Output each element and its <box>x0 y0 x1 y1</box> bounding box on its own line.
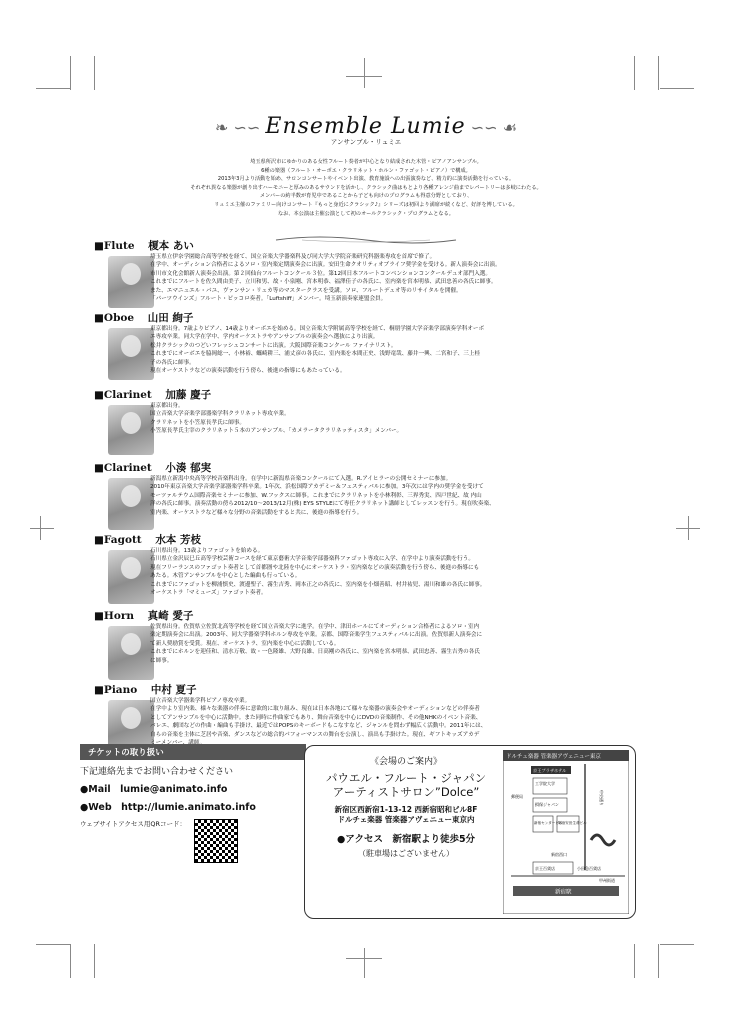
map-header: ドルチェ楽器 管楽器アヴェニュー東京 <box>506 754 601 760</box>
member-heading <box>94 240 644 253</box>
venue-access: ●アクセス 新宿駅より徒歩5分 <box>336 834 476 845</box>
bio-line: これまでにフルートを佐久間由美子、立川和男、故・小泉剛、宮本明恭、福澤佳子の各氏に、室内楽を宮本明恭、武田忠善の各氏に師事。 <box>150 279 497 286</box>
instrument-label: ■Horn <box>94 610 135 622</box>
member-heading <box>94 312 644 325</box>
intro-line: 埼玉県所沢市にゆかりのある女性フルート奏者が中心となり結成された木管・ピアノアンサンブル。 <box>250 159 482 165</box>
bio-line: バレエ、劇団などの作曲・編曲も手掛け、最近ではPOPSのキーボードもこなすなど、ジャンルを問わず幅広く活動中。2011年には、 <box>150 723 487 730</box>
instrument-label: ■Fagott <box>94 534 142 546</box>
crop-mark <box>676 528 700 529</box>
crop-mark <box>364 58 365 88</box>
bio-line: 現在オーケストラなどの演奏活動を行う傍ら、後進の指導にもあたっている。 <box>150 368 346 375</box>
crop-mark <box>658 56 659 90</box>
member-photo <box>108 626 154 680</box>
bio-line: 洋の各氏に師事。演奏活動の傍ら2012/10〜2013/12月(株) EYS STYLEにて専任クラリネット講師としてレッスンを行う。現在吹奏楽、 <box>150 501 495 508</box>
crop-mark <box>94 944 95 978</box>
map-label: 新宿センタービル <box>534 821 563 825</box>
member-bio <box>150 325 642 375</box>
crop-mark <box>36 944 70 945</box>
crop-mark <box>346 76 382 77</box>
member-flute <box>94 240 644 312</box>
bio-line: としてアンサンブルを中心に活動中。また同時に作曲家でもあり、舞台音楽を中心にDVDの音楽制作、その他NHKのイベント音楽、 <box>150 714 482 721</box>
member-name: 山田 絢子 <box>147 312 194 324</box>
member-fagott <box>94 534 644 610</box>
map-label: 明治安田生命ビル <box>558 821 587 825</box>
access-map <box>503 750 629 914</box>
intro-line: メンバーの約半数が育児中であることから子ども向けのプログラムも得意分野としており、 <box>259 193 473 200</box>
bio-line: 楽定期演奏会に出演。2003年、同大学器楽学科ホルン専攻を卒業。京都、国際音楽学生フェスティバルに出演。佐賀県新人演奏会に <box>150 632 483 639</box>
bio-line: 在学中、オーディション合格者によるソロ・室内楽定期演奏会に出演。安田生命クオリティオブライフ奨学金を受ける。新人演奏会に出演。 <box>150 262 501 269</box>
map-label: 中央通り <box>599 790 604 806</box>
ticket-info <box>80 744 306 863</box>
member-bio <box>150 697 642 747</box>
bio-line: 石川県出身。13歳よりファゴットを始める。 <box>150 548 264 554</box>
venue-title: 《会場のご案内》 <box>369 757 442 767</box>
bio-line: これまでにファゴットを柳浦慎史、渡邊聖子、霧生吉秀、岡本正之の各氏に、室内楽を小畑善昭、村井祐児、湯川和雄の各氏に師事。 <box>150 581 486 588</box>
intro-line: なお、本公演は主催公演として初のオールクラシック・プログラムとなる。 <box>277 210 454 217</box>
bio-line: 子の各氏に師事。 <box>150 359 195 366</box>
member-name: 真崎 愛子 <box>147 610 194 622</box>
crop-mark <box>634 56 635 90</box>
member-bio <box>150 475 642 517</box>
member-photo <box>108 328 154 380</box>
flourish-right-icon: ∽∽ ☙ <box>470 118 517 137</box>
map-label: 損保ジャパン <box>535 802 559 807</box>
ticket-mail[interactable]: ●Mail lumie@animato.info <box>80 784 228 795</box>
member-name: 榎本 あい <box>148 240 194 252</box>
bio-line: 埼玉県立伊奈学園総合高等学校を経て、国立音楽大学器楽科及び同大学大学院音楽研究科器楽専攻を首席で修了。 <box>150 254 436 260</box>
crop-mark <box>346 958 382 959</box>
bio-line: 新潟県立新潟中央高等学校音楽科出身。在学中に新潟県音楽コンクールにて入選。R.アイヒラーの公開セミナーに参加。 <box>150 476 452 482</box>
map-label: 郵便局 <box>511 794 523 799</box>
crop-mark <box>70 944 71 978</box>
member-name: 中村 夏子 <box>150 684 197 696</box>
ticket-contact: 下記連絡先までお問い合わせください <box>80 767 234 777</box>
member-photo <box>108 550 154 604</box>
logo-title: Ensemble Lumie <box>265 114 466 139</box>
crop-mark <box>634 944 635 978</box>
instrument-label: ■Clarinet <box>94 389 152 401</box>
member-oboe <box>94 312 644 388</box>
member-heading <box>94 684 644 697</box>
flyer-back <box>72 100 660 930</box>
venue-parking: （駐車場はございません） <box>358 849 454 858</box>
venue-text <box>311 754 501 859</box>
crop-mark <box>660 88 694 89</box>
member-bio <box>150 253 642 303</box>
map-label: 新宿西口 <box>551 852 567 857</box>
ensemble-intro <box>92 158 640 218</box>
qr-code-icon[interactable] <box>194 819 238 863</box>
venue-address-1: 新宿区西新宿1-13-12 西新宿昭和ビル8F <box>334 805 478 814</box>
crop-mark <box>94 56 95 90</box>
member-clarinet-2 <box>94 462 644 534</box>
intro-line: リュミエ主催のファミリー向けコンサート『もっと身近にクラシック♪』シリーズは初回より満席が続くなど、好評を博している。 <box>214 201 518 208</box>
member-clarinet-1 <box>94 389 644 459</box>
intro-line: 6種の楽器（フルート・オーボエ・クラリネット・ホルン・ファゴット・ピアノ）で構成。 <box>261 167 471 174</box>
bio-line: に師事。 <box>150 657 173 664</box>
bio-line: あたる。木管アンサンブルを中心とした編曲も行っている。 <box>150 573 301 580</box>
intro-line: それぞれ異なる楽器が創り出すハーモニーと厚みのあるサウンドを活かし、クラシック曲はもとより各種アレンジ曲までレパートリーは多岐にわたる。 <box>190 184 542 191</box>
bio-line: エ専攻卒業。同大学在学中、学内オーケストラやアンサンブルの演奏会へ選抜により出演。 <box>150 334 379 341</box>
member-name: 加藤 慶子 <box>165 389 212 401</box>
bio-line: 東京都出身。7歳よりピアノ、14歳よりオーボエを始める。国立音楽大学附属高等学校を経て、桐朋学園大学音楽学部演奏学科オーボ <box>150 326 485 332</box>
ticket-title: チケットの取り扱い <box>80 744 306 760</box>
crop-mark <box>658 944 659 978</box>
bio-line: 現在フリーランスのファゴット奏者として首都圏や北陸を中心にオーケストラ・室内楽などの演奏活動を行う傍ら、後進の指導にも <box>150 564 480 571</box>
bio-line: 小笠原長孝氏主宰のクラリネット５本のアンサンブル、「カメラータクラリネッティスタ」メンバー。 <box>150 428 403 435</box>
member-heading <box>94 610 644 623</box>
member-bio <box>150 402 642 436</box>
bio-line: これまでにホルンを迎佳和、清水万敬、故・一色隆雄、大野良雄、日高剛の各氏に、室内楽を宮本明恭、武田忠善、霧生吉秀の各氏 <box>150 649 480 656</box>
instrument-label: ■Clarinet <box>94 462 152 474</box>
crop-mark <box>364 948 365 978</box>
qr-label: ウェブサイトアクセス用QRコード： <box>80 820 187 828</box>
bio-line: 国立音楽大学音楽学部器楽学科クラリネット専攻卒業。 <box>150 411 290 418</box>
bio-line: 国立音楽大学器楽学科ピアノ専攻卒業。 <box>150 698 251 704</box>
bio-line: 石川県立金沢辰巳丘高等学校芸術コースを経て東京藝術大学音楽学部器楽科ファゴット専攻に入学、在学中より演奏活動を行う。 <box>150 556 474 563</box>
ticket-web[interactable]: ●Web http://lumie.animato.info <box>80 802 256 813</box>
bio-line: オーケストラ「マミューズ」ファゴット奏者。 <box>150 590 267 597</box>
map-label: 工学院大学 <box>535 781 555 786</box>
member-name: 小湊 郁実 <box>165 462 212 474</box>
ensemble-logo <box>72 114 660 146</box>
instrument-label: ■Oboe <box>94 312 135 324</box>
crop-mark <box>70 56 71 90</box>
bio-line: 室内楽、オーケストラなど様々な分野の音楽活動をすると共に、後進の指導を行う。 <box>150 509 363 516</box>
bio-line: 在学中より室内楽、様々な楽器の伴奏に意欲的に取り組み、現在は日本各地にて様々な楽器の演奏会やオーディションなどの伴奏者 <box>150 706 480 713</box>
member-photo <box>108 478 154 530</box>
bio-line: 松井クラシックのつどいフレッシュコンサートに出演。大阪国際音楽コンクール ファイナリスト。 <box>150 342 397 349</box>
bio-line: 自らの音楽を主体に芝居や音楽、ダンスなどの総合的パフォーマンスの舞台を公演し、演出も手掛けた。現在、ギフトキッズアカデ <box>150 731 480 738</box>
bio-line: クラリネットを小笠原長孝氏に師事。 <box>150 419 245 426</box>
intro-line: 2013年3月より活動を始め、サロンコンサートやイベント出演、教育施設への出張演奏など、精力的に演奏活動を行っている。 <box>217 176 515 183</box>
member-photo <box>108 405 154 455</box>
instrument-label: ■Piano <box>94 684 138 696</box>
crop-mark <box>660 944 694 945</box>
bio-line: 佐賀県出身。佐賀県立佐賀北高等学校を経て国立音楽大学に進学。在学中、津田ホールにてオーディション合格者によるソロ・室内 <box>150 624 480 630</box>
bio-line: これまでにオーボエを脇岡総一、小林裕、蠣崎耕三、浦丈彦の各氏に、室内楽を本間正史、浅野竜哉、藤井一興、二宮和子、三上桂 <box>150 351 481 358</box>
member-heading <box>94 462 644 475</box>
member-heading <box>94 389 644 402</box>
member-photo <box>108 256 154 308</box>
instrument-label: ■Flute <box>94 240 135 252</box>
member-photo <box>108 700 154 750</box>
bio-line: また、エマニュエル・パユ、ヴァンサン・リュカ等のマスタークラスを受講。ソロ、フルートデュオ等のリサイタルを開催。 <box>150 287 462 294</box>
bio-line: モーツァルテウム国際音楽セミナーに参加、W.フックスに師事。これまでにクラリネットを小林利彰、三界秀実、四戸世紀、故 内山 <box>150 492 482 499</box>
map-label: 小田急百貨店 <box>577 866 601 871</box>
bio-line: て新人奨励賞を受賞。現在、オーケストラ、室内楽を中心に活動している。 <box>150 640 340 647</box>
bio-line: 「パーツウインズ」フルート・ピッコロ奏者。「Luftshiff」メンバー。埼玉新演奏家連盟会員。 <box>150 296 387 303</box>
logo-subtitle: アンサンブル・リュミエ <box>330 138 402 146</box>
map-label: 甲州街道 <box>599 878 615 883</box>
map-label: 京王プラザホテル <box>533 768 567 773</box>
venue-name-2: アーティストサロン”Dolce” <box>332 785 480 799</box>
qr-row <box>80 819 306 863</box>
venue-name-1: パウエル・フルート・ジャパン <box>325 771 487 785</box>
crop-mark <box>30 528 54 529</box>
member-bio <box>150 547 642 597</box>
member-bio <box>150 623 642 665</box>
member-name: 水本 芳枝 <box>155 534 201 546</box>
venue-address-2: ドルチェ楽器 管楽器アヴェニュー東京内 <box>337 815 475 824</box>
member-heading <box>94 534 644 547</box>
map-label: 京王百貨店 <box>535 866 555 871</box>
flourish-left-icon: ❧ ∽∽ <box>215 118 266 137</box>
bio-line: 2010年東京音楽大学音楽学部器楽学科卒業。1年次、浜松国際アカデミー＆フェスティバルに参加。3年次には学内の奨学金を受けて <box>150 484 484 491</box>
map-label: 新宿駅 <box>555 889 572 896</box>
crop-mark <box>36 88 70 89</box>
member-horn <box>94 610 644 684</box>
bio-line: 市川市文化会館新人演奏会出演。第２回仙台フルートコンクール３位。第12回日本フルートコンベンションコンクールデュオ部門入選。 <box>150 270 491 277</box>
venue-box <box>304 745 636 919</box>
bio-line: 東京都出身。 <box>150 403 184 409</box>
